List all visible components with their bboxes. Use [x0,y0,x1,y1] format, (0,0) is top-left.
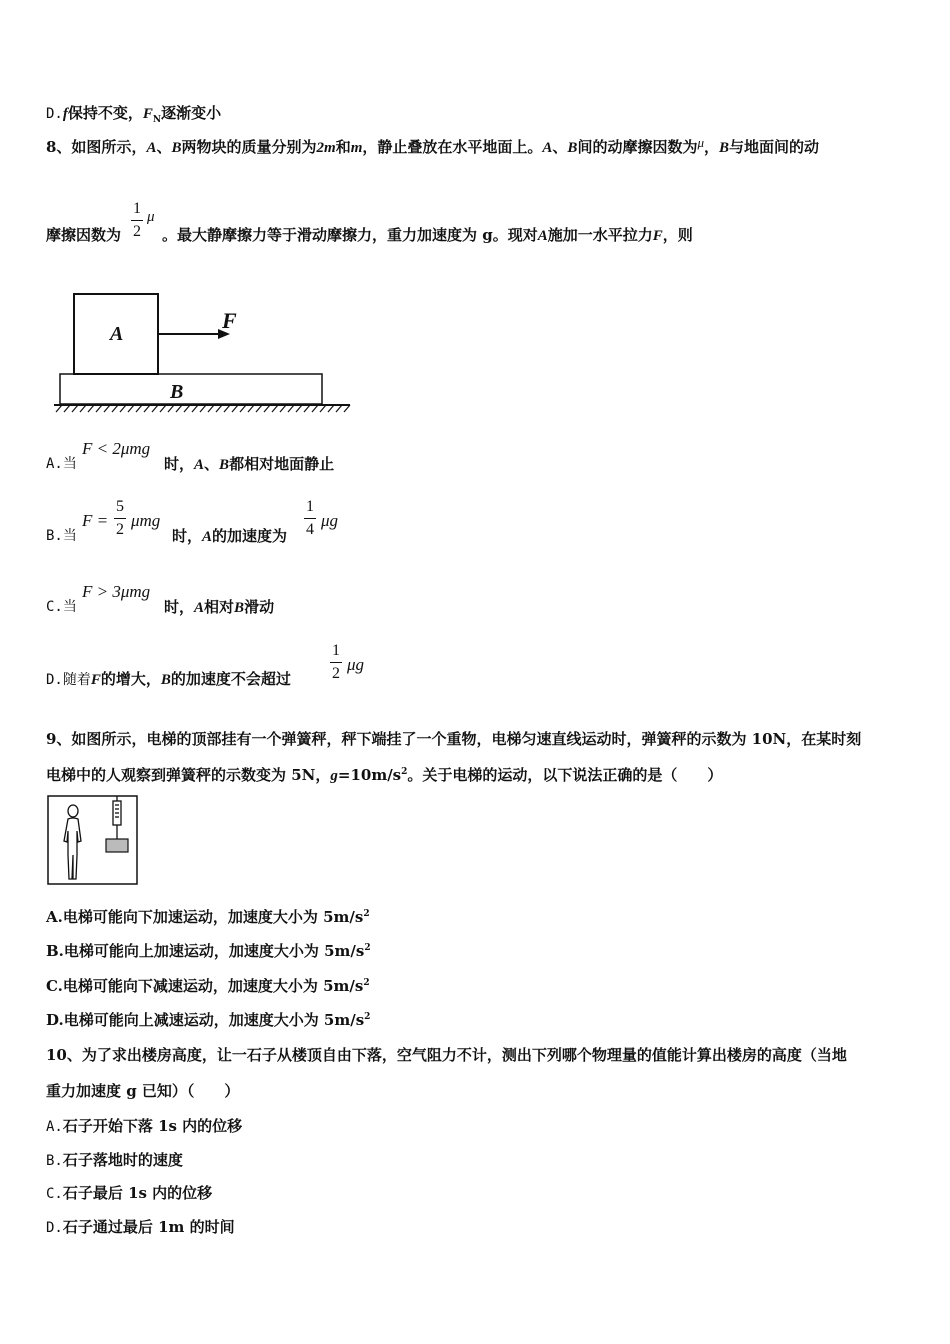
option-label: A.当 [46,456,77,472]
option-label: D.随着 [46,672,91,688]
text: 相对 [204,598,235,616]
var-a: A [542,140,553,156]
q9-stem-line2 [46,764,722,785]
option-text: A.电梯可能向下加速运动，加速度大小为 5m/s [46,908,364,926]
var-f: F [652,228,663,244]
var-a: A [537,228,548,244]
fraction-bar [330,662,342,663]
fraction-five-halves [114,498,126,539]
text: 摩擦因数为 [46,226,122,244]
ground-hatching [56,405,350,412]
text: 电梯中的人观察到弹簧秤的示数变为 5N， [46,766,331,784]
var-b: B [219,457,230,473]
equation-b-lhs: F = [82,511,109,530]
text: ，则 [662,226,693,244]
option-text: 石子通过最后 1m 的时间 [62,1218,235,1236]
q10-option-a [46,1115,242,1136]
option-label: D. [46,1220,63,1236]
fraction-half-d [330,642,342,683]
fraction-half [131,200,143,241]
mu-symbol: μ [147,209,155,225]
text: 两物块的质量分别为 [181,138,317,156]
text: 间的动摩擦因数为 [577,138,698,156]
var-b: B [171,140,182,156]
denominator: 2 [116,521,124,538]
weight-block [106,839,128,852]
option-label: C. [46,1186,63,1202]
var-a: A [146,140,157,156]
q8-option-c-prefix [46,596,77,616]
person-icon [64,805,81,879]
q8-stem-line2-end [162,224,693,245]
accel-b: μg [321,511,339,530]
superscript: 2 [363,978,370,988]
numerator: 5 [116,498,124,515]
q10-stem-line1: 10、为了求出楼房高度，让一石子从楼顶自由下落，空气阻力不计，测出下列哪个物理量的值能计算出楼房的高度（当地 [46,1046,847,1064]
text: 与地面间的动 [729,138,820,156]
q7-option-d [46,102,221,125]
q8-option-d-text [46,668,291,689]
q10-option-b [46,1149,183,1170]
superscript: 2 [363,909,370,919]
text: 。最大静摩擦力等于滑动摩擦力，重力加速度为 g。现对 [162,226,538,244]
equation-b-rhs: μmg [131,511,161,530]
q9-option-b [46,940,371,961]
q9-option-d [46,1009,370,1030]
text: 、 [552,138,568,156]
fraction-bar [114,518,126,519]
q9-stem-line1: 9、如图所示，电梯的顶部挂有一个弹簧秤，秤下端挂了一个重物，电梯匀速直线运动时，弹簧秤的示数为 10N，在某时刻 [46,730,862,748]
denominator: 2 [332,665,340,682]
q8-stem-line2-start [46,224,121,245]
spring-scale-icon [113,796,121,839]
q8-option-a-text [164,453,334,474]
denominator: 2 [133,223,141,240]
q10-option-c [46,1182,212,1203]
option-label: B.当 [46,528,77,544]
fraction-bar [304,518,316,519]
var-a: A [202,529,213,545]
q9-option-a [46,906,370,927]
accel-d: μg [347,655,365,674]
var-b: B [234,600,245,616]
question-number: 8、如图所示， [46,138,147,156]
q8-stem-line1 [46,136,819,157]
q8-blocks-figure [50,288,360,418]
q10-stem-line2: 重力加速度 g 已知）（ ） [46,1082,240,1100]
option-label: D. [46,106,63,122]
label-b: B [170,381,184,403]
option-text: B.电梯可能向上加速运动，加速度大小为 5m/s [46,942,365,960]
var-g: g [330,768,338,784]
superscript: 2 [401,767,408,777]
var-b: B [567,140,578,156]
text: 的加速度为 [212,527,288,545]
text: 滑动 [244,598,275,616]
var-b: B [719,140,730,156]
fraction-bar [131,220,143,221]
inequality-c: F > 3μmg [82,582,151,601]
mass-2m: 2m [316,140,336,156]
text: 、 [156,138,172,156]
numerator: 1 [332,642,340,659]
option-label: A. [46,1119,63,1135]
denominator: 4 [306,521,314,538]
label-f: F [222,308,237,333]
text: =10m/s [337,766,402,784]
text: 都相对地面静止 [229,455,335,473]
option-label: B. [46,1153,63,1169]
var-b: B [160,672,171,688]
q9-elevator-figure [47,795,139,887]
q8-option-a-prefix [46,453,77,473]
mass-m: m [350,140,363,156]
text: 时， [172,527,203,545]
option-text: 石子落地时的速度 [62,1151,183,1169]
text: ，静止叠放在水平地面上。 [362,138,543,156]
numerator: 1 [306,498,314,515]
var-a: A [194,600,205,616]
text: 逐渐变小 [161,104,222,122]
numerator: 1 [133,200,141,217]
text: 时， [164,455,195,473]
var-f: f [62,106,68,122]
q8-option-b-prefix [46,525,77,545]
text: 的加速度不会超过 [170,670,291,688]
text: 。关于电梯的运动，以下说法正确的是（ ） [407,766,723,784]
text: ， [703,138,719,156]
var-a: A [194,457,205,473]
option-text: 石子开始下落 1s 内的位移 [62,1117,243,1135]
superscript: 2 [364,943,371,953]
text: 保持不变， [67,104,143,122]
inequality-a: F < 2μmg [82,439,151,458]
block-b [60,374,322,404]
q10-option-d [46,1216,235,1237]
q8-option-b-text [172,525,287,546]
mu-symbol: μ [697,135,704,150]
q8-option-c-text [164,596,274,617]
text: 、 [204,455,220,473]
var-fn: F [142,106,153,122]
text: 的增大， [100,670,161,688]
text: 时， [164,598,195,616]
subscript: N [152,115,162,125]
label-a: A [110,323,124,345]
text: 施加一水平拉力 [547,226,653,244]
superscript: 2 [364,1012,371,1022]
option-text: C.电梯可能向下减速运动，加速度大小为 5m/s [46,977,364,995]
q9-option-c [46,975,370,996]
var-f: F [90,672,101,688]
fraction-quarter [304,498,316,539]
text: 和 [335,138,351,156]
option-label: C.当 [46,599,77,615]
option-text: D.电梯可能向上减速运动，加速度大小为 5m/s [46,1011,365,1029]
option-text: 石子最后 1s 内的位移 [62,1184,213,1202]
